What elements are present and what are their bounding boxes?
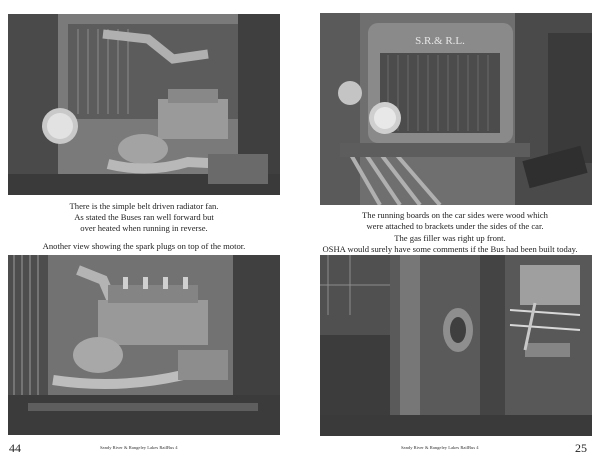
running-boards-caption	[310, 210, 600, 232]
page-footer: Sandy River & Rangeley Lakes RailBus 4	[401, 445, 479, 450]
gas-filler-photo-art	[320, 255, 592, 436]
gas-filler-caption	[300, 233, 600, 255]
radiator-fan-caption	[8, 201, 280, 234]
spark-plugs-photo	[8, 255, 280, 435]
caption-line: over heated when running in reverse.	[80, 223, 208, 233]
radiator-lettering: S.R.& R.L.	[415, 35, 465, 47]
radiator-front-photo-art	[320, 13, 592, 205]
caption-line: The gas filler was right up front.	[394, 233, 506, 243]
page-footer: Sandy River & Rangeley Lakes RailBus 4	[100, 445, 178, 450]
caption-line: were attached to brackets under the sides of the car.	[366, 221, 544, 231]
page-number: 44	[9, 441, 21, 455]
radiator-front-photo	[320, 13, 592, 205]
caption-line: OSHA would surely have some comments if the Bus had been built today.	[322, 244, 578, 254]
caption-line: There is the simple belt driven radiator fan.	[69, 201, 219, 211]
gas-filler-photo	[320, 255, 592, 436]
page-number: 25	[575, 441, 587, 455]
radiator-fan-photo	[8, 14, 280, 195]
right-page	[300, 0, 600, 464]
caption-line: The running boards on the car sides were wood which	[362, 210, 548, 220]
spark-plugs-caption	[8, 241, 280, 252]
caption-line: Another view showing the spark plugs on top of the motor.	[42, 241, 246, 251]
caption-line: As stated the Buses ran well forward but	[74, 212, 214, 222]
spark-plugs-photo-art	[8, 255, 280, 435]
radiator-fan-photo-art	[8, 14, 280, 195]
